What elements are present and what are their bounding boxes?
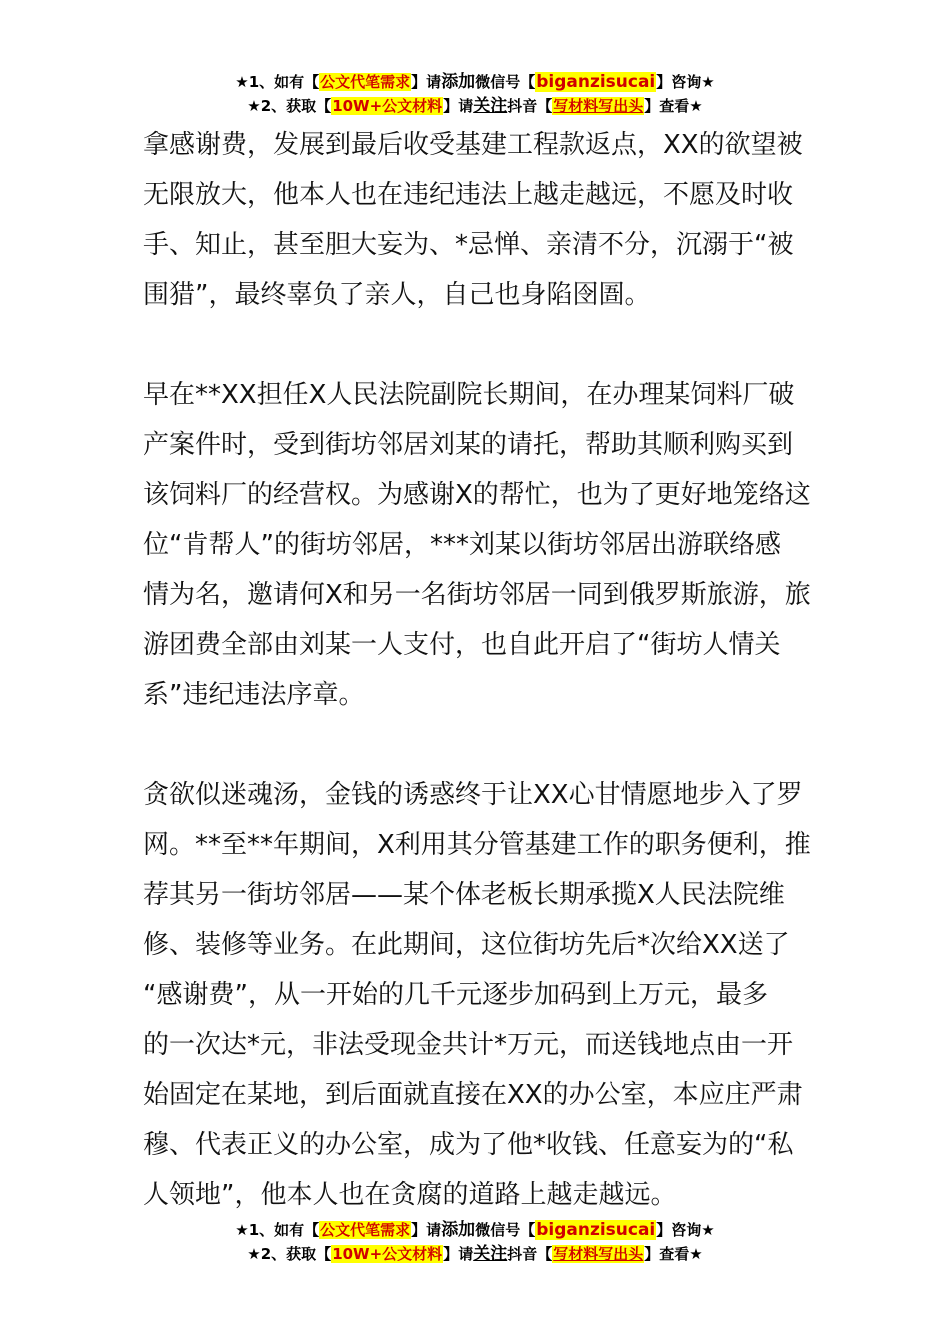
text-line: 穆、代表正义的办公室，成为了他*收钱、任意妄为的“私	[143, 1130, 794, 1160]
text-line: 位“肯帮人”的街坊邻居，***刘某以街坊邻居出游联络感	[143, 530, 781, 560]
banner-text: 抖音【	[507, 1245, 553, 1263]
banner-text: 】请	[443, 97, 474, 115]
banner-text: 微信号【	[475, 1221, 536, 1239]
text-line: 修、装修等业务。在此期间，这位街坊先后*次给XX送了	[143, 930, 790, 960]
paragraph-gap	[143, 320, 811, 370]
text-line: 早在**XX担任X人民法院副院长期间，在办理某饲料厂破	[143, 380, 795, 410]
banner-text: 微信号【	[475, 73, 536, 91]
text-line: 拿感谢费，发展到最后收受基建工程款返点，XX的欲望被	[143, 130, 803, 160]
text-line: 的一次达*元，非法受现金共计*万元，而送钱地点由一开	[143, 1030, 794, 1060]
banner-text: ★1、如有【	[235, 73, 320, 91]
paragraph	[143, 370, 811, 720]
text-line: 贪欲似迷魂汤，金钱的诱惑终于让XX心甘情愿地步入了罗	[143, 780, 803, 810]
paragraph-gap	[143, 720, 811, 770]
highlight-service: 公文代笔需求	[320, 1221, 411, 1239]
banner-text: 】查看★	[644, 97, 703, 115]
text-line: 无限放大，他本人也在违纪违法上越走越远，不愿及时收	[143, 180, 794, 210]
banner-text: 】请	[411, 1221, 442, 1239]
footer-banner	[0, 1218, 950, 1266]
text-line: 人领地”，他本人也在贪腐的道路上越走越远。	[143, 1180, 677, 1210]
text-line: “感谢费”，从一开始的几千元逐步加码到上万元，最多	[143, 980, 768, 1010]
highlight-service: 公文代笔需求	[320, 73, 411, 91]
text-line: 围猎”，最终辜负了亲人，自己也身陷囹圄。	[143, 280, 651, 310]
document-body	[143, 120, 811, 1220]
banner-text: 】请	[411, 73, 442, 91]
text-line: 产案件时，受到街坊邻居刘某的请托，帮助其顺利购买到	[143, 430, 794, 460]
banner-text: ★2、获取【	[247, 1245, 332, 1263]
text-line: 系”违纪违法序章。	[143, 680, 365, 710]
banner-emphasis: 关注	[473, 96, 508, 116]
banner-line-1	[0, 70, 950, 94]
text-line: 荐其另一街坊邻居——某个体老板长期承揽X人民法院维	[143, 880, 785, 910]
header-banner	[0, 70, 950, 118]
text-line: 该饲料厂的经营权。为感谢X的帮忙，也为了更好地笼络这	[143, 480, 811, 510]
banner-text: 抖音【	[507, 97, 553, 115]
banner-text: 】查看★	[644, 1245, 703, 1263]
banner-text: 】咨询★	[656, 73, 715, 91]
banner-text: ★2、获取【	[247, 97, 332, 115]
text-line: 情为名，邀请何X和另一名街坊邻居一同到俄罗斯旅游，旅	[143, 580, 811, 610]
banner-text: ★1、如有【	[235, 1221, 320, 1239]
highlight-wechat-id: biganzisucai	[536, 72, 656, 92]
banner-emphasis: 添加	[441, 1220, 476, 1240]
highlight-wechat-id: biganzisucai	[536, 1220, 656, 1240]
banner-line-1	[0, 1218, 950, 1242]
paragraph	[143, 120, 811, 320]
paragraph	[143, 770, 811, 1220]
banner-text: 】请	[443, 1245, 474, 1263]
banner-emphasis: 添加	[441, 72, 476, 92]
banner-emphasis: 关注	[473, 1244, 508, 1264]
highlight-douyin: 写材料写出头	[553, 1245, 644, 1263]
highlight-materials: 10W+公文材料	[332, 1245, 443, 1263]
text-line: 始固定在某地，到后面就直接在XX的办公室，本应庄严肃	[143, 1080, 803, 1110]
banner-line-2	[0, 94, 950, 118]
text-line: 手、知止，甚至胆大妄为、*忌惮、亲清不分，沉溺于“被	[143, 230, 794, 260]
text-line: 网。**至**年期间，X利用其分管基建工作的职务便利，推	[143, 830, 811, 860]
text-line: 游团费全部由刘某一人支付，也自此开启了“街坊人情关	[143, 630, 781, 660]
banner-line-2	[0, 1242, 950, 1266]
banner-text: 】咨询★	[656, 1221, 715, 1239]
highlight-materials: 10W+公文材料	[332, 97, 443, 115]
highlight-douyin: 写材料写出头	[553, 97, 644, 115]
